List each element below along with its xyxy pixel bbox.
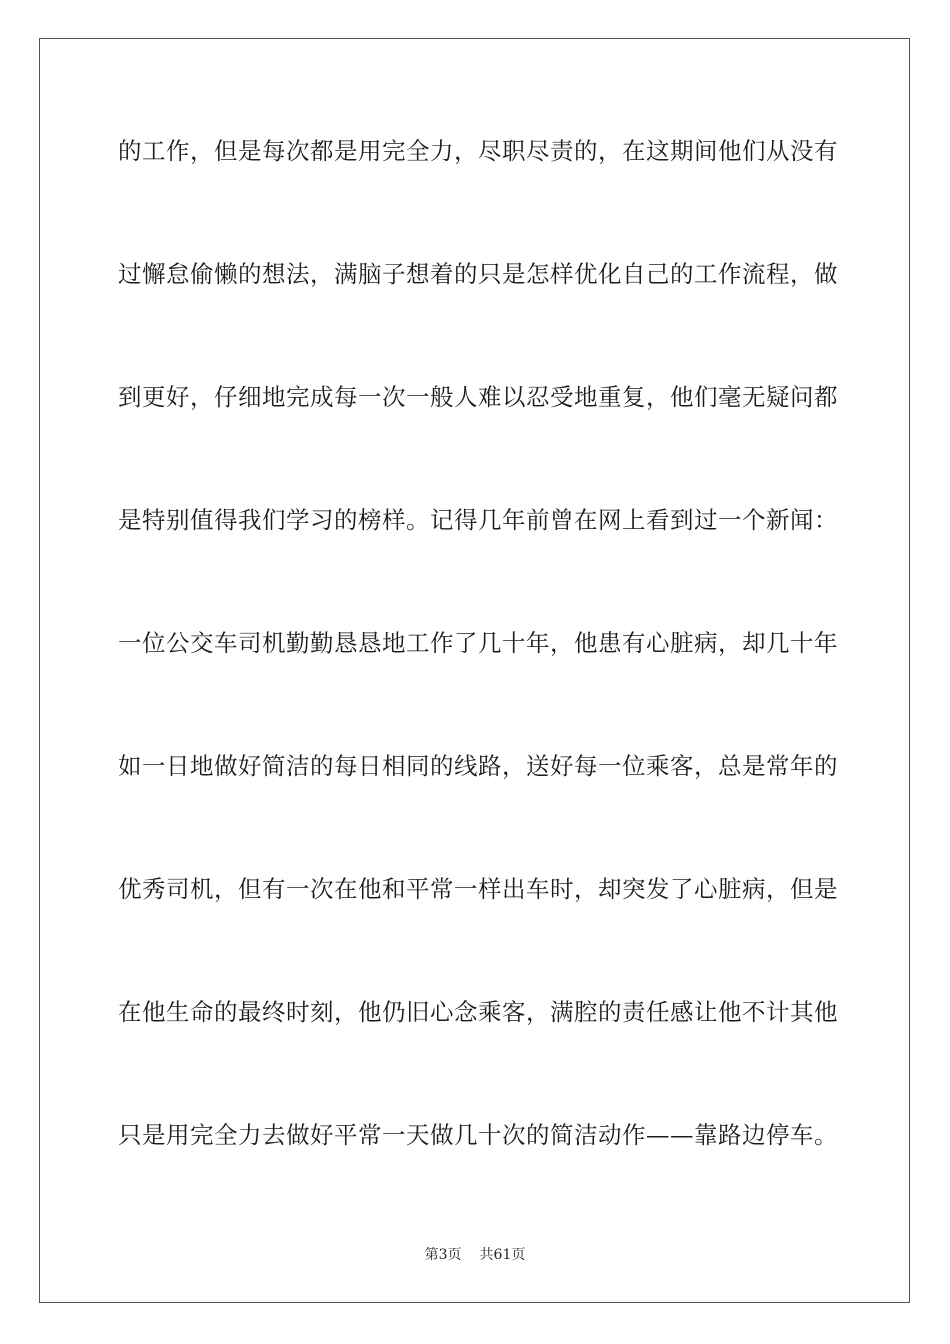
text-line-5: 一位公交车司机勤勤恳恳地工作了几十年，他患有心脏病，却几十年 (118, 629, 838, 657)
text-line-2: 过懈怠偷懒的想法，满脑子想着的只是怎样优化自己的工作流程，做 (118, 260, 838, 288)
document-body (118, 120, 838, 1227)
text-line-3: 到更好，仔细地完成每一次一般人难以忍受地重复，他们毫无疑问都 (118, 383, 838, 411)
text-line-9: 只是用完全力去做好平常一天做几十次的简洁动作——靠路边停车。 (118, 1121, 838, 1149)
page-footer (0, 1244, 950, 1264)
page-number: 第3页 (424, 1247, 462, 1263)
text-line-8: 在他生命的最终时刻，他仍旧心念乘客，满腔的责任感让他不计其他 (118, 998, 838, 1026)
text-line-6: 如一日地做好简洁的每日相同的线路，送好每一位乘客，总是常年的 (118, 752, 838, 780)
text-line-4: 是特别值得我们学习的榜样。记得几年前曾在网上看到过一个新闻： (118, 506, 838, 534)
total-pages: 共61页 (479, 1247, 526, 1263)
text-line-1: 的工作，但是每次都是用完全力，尽职尽责的，在这期间他们从没有 (118, 137, 838, 165)
text-line-7: 优秀司机，但有一次在他和平常一样出车时，却突发了心脏病，但是 (118, 875, 838, 903)
